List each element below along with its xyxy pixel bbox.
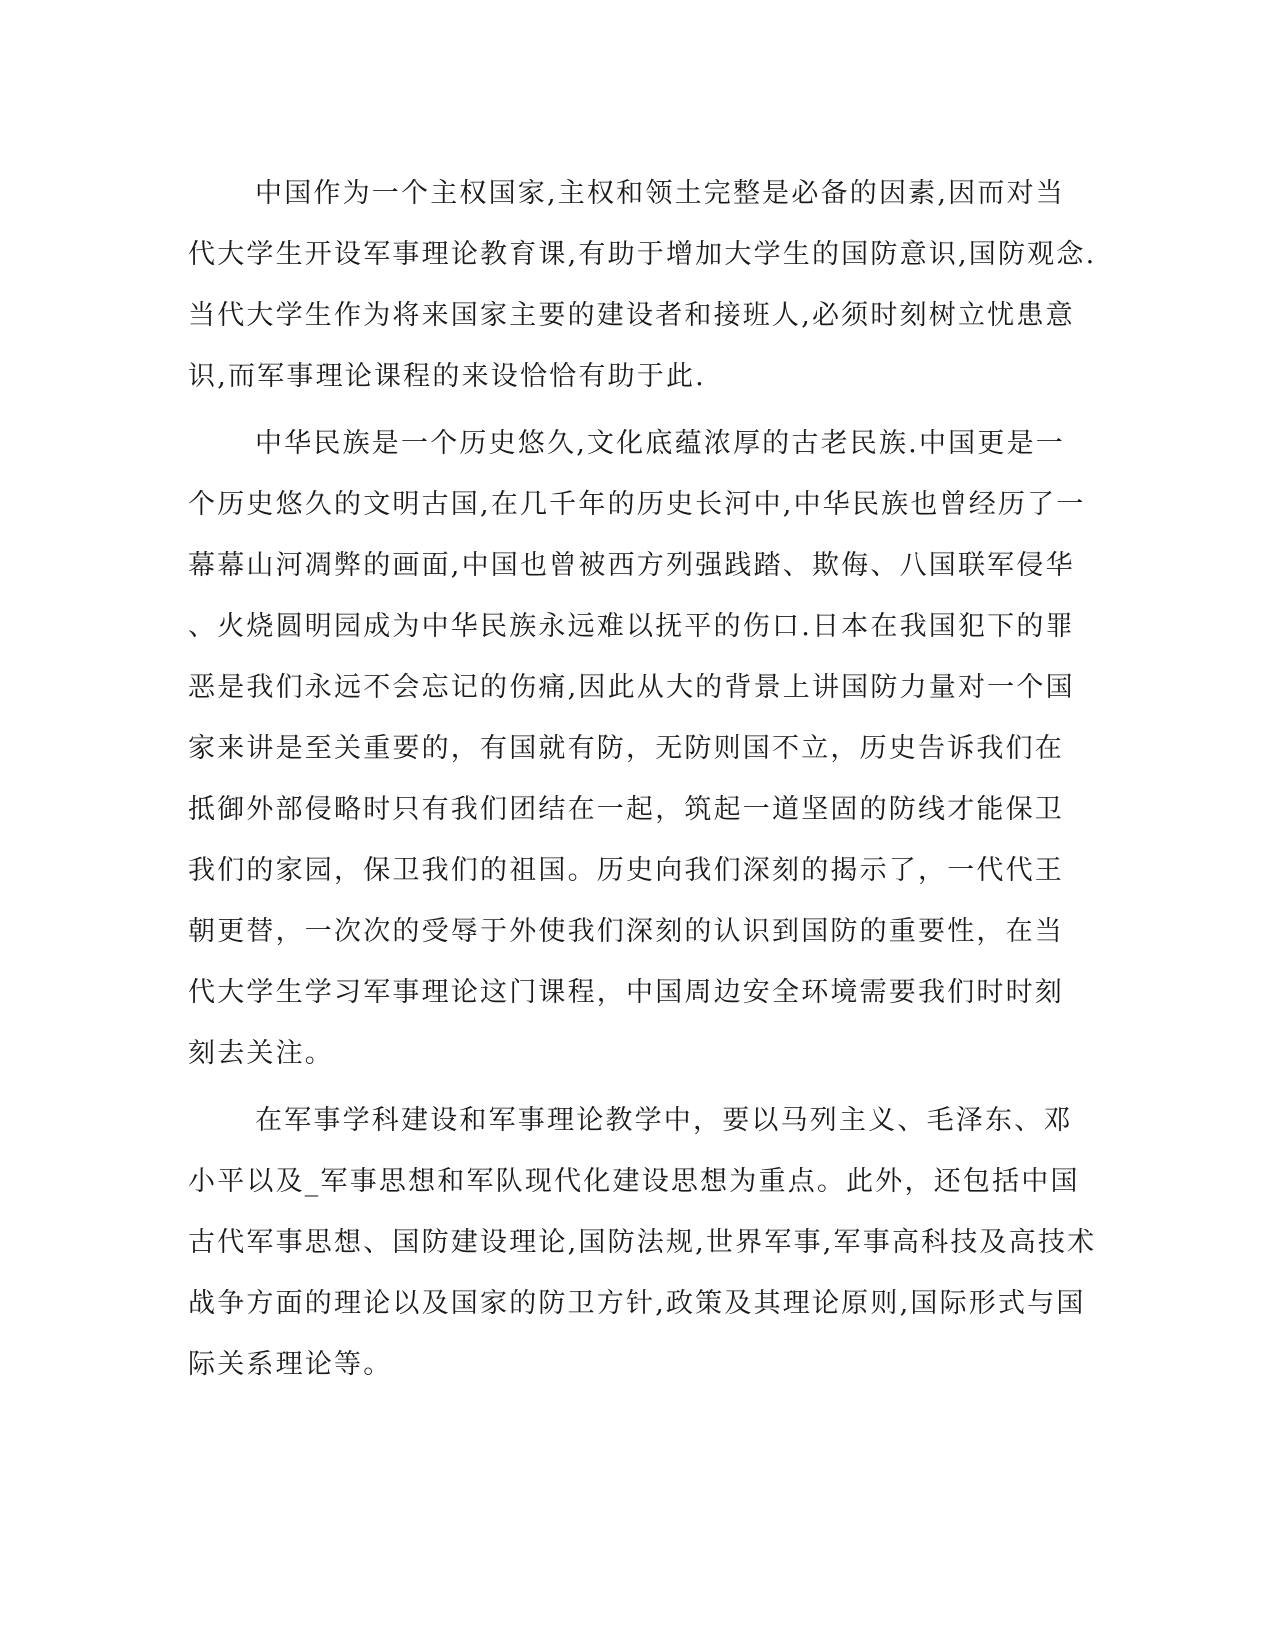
text-line: 古代军事思想、国防建设理论,国防法规,世界军事,军事高科技及高技术: [188, 1227, 1097, 1258]
paragraph-3: [188, 1090, 1097, 1395]
text-line: 刻去关注。: [188, 1038, 334, 1069]
paragraph-2: [188, 413, 1086, 1084]
text-line: 我们的家园，保卫我们的祖国。历史向我们深刻的揭示了，一代代王: [188, 855, 1064, 886]
text-line: 、火烧圆明园成为中华民族永远难以抚平的伤口.日本在我国犯下的罪: [188, 611, 1075, 642]
text-line: 家来讲是至关重要的，有国就有防，无防则国不立，历史告诉我们在: [188, 733, 1064, 764]
text-line: 恶是我们永远不会忘记的伤痛,因此从大的背景上讲国防力量对一个国: [188, 672, 1075, 703]
text-line: 识,而军事理论课程的来设恰恰有助于此.: [188, 361, 706, 392]
text-line: 战争方面的理论以及国家的防卫方针,政策及其理论原则,国际形式与国: [188, 1288, 1086, 1319]
text-line: 中国作为一个主权国家,主权和领土完整是必备的因素,因而对当: [255, 178, 1065, 209]
text-line: 个历史悠久的文明古国,在几千年的历史长河中,中华民族也曾经历了一: [188, 489, 1086, 520]
text-line: 抵御外部侵略时只有我们团结在一起，筑起一道坚固的防线才能保卫: [188, 794, 1064, 825]
text-line: 朝更替，一次次的受辱于外使我们深刻的认识到国防的重要性，在当: [188, 916, 1064, 947]
text-line: 际关系理论等。: [188, 1349, 393, 1380]
text-line: 代大学生学习军事理论这门课程，中国周边安全环境需要我们时时刻: [188, 977, 1064, 1008]
text-line: 代大学生开设军事理论教育课,有助于增加大学生的国防意识,国防观念.: [188, 239, 1097, 270]
text-line: 小平以及_军事思想和军队现代化建设思想为重点。此外，还包括中国: [188, 1166, 1080, 1197]
text-line: 中华民族是一个历史悠久,文化底蕴浓厚的古老民族.中国更是一: [255, 428, 1065, 459]
text-line: 在军事学科建设和军事理论教学中，要以马列主义、毛泽东、邓: [255, 1105, 1073, 1136]
document-body: [188, 163, 1097, 1401]
text-line: 幕幕山河凋弊的画面,中国也曾被西方列强践踏、欺侮、八国联军侵华: [188, 550, 1075, 581]
paragraph-1: [188, 163, 1097, 407]
text-line: 当代大学生作为将来国家主要的建设者和接班人,必须时刻树立忧患意: [188, 300, 1075, 331]
